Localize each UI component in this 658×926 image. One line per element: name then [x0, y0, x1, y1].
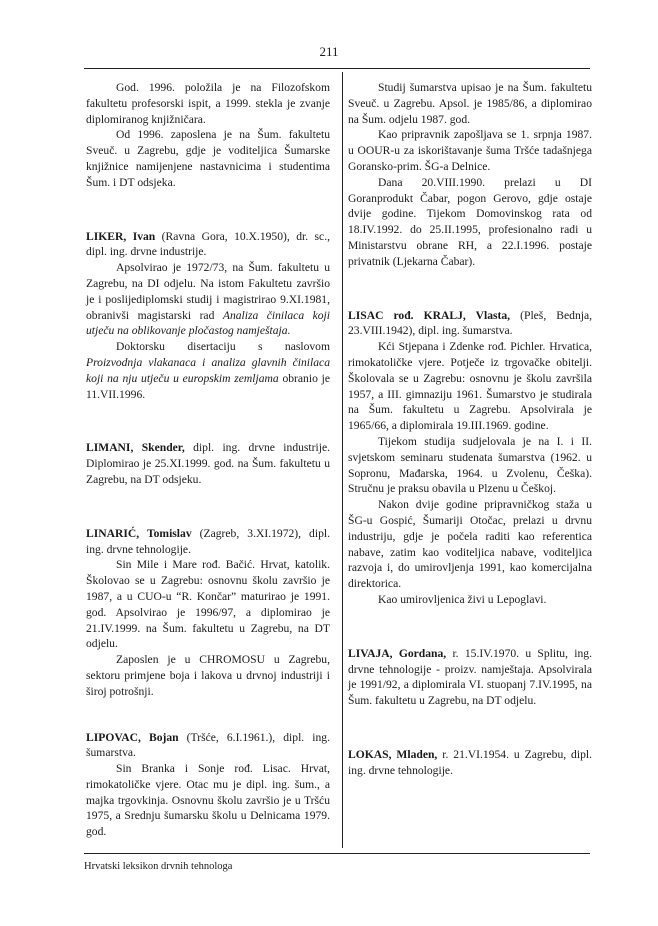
entry-liker — [86, 229, 330, 403]
entry-heading — [86, 526, 330, 558]
top-rule — [84, 68, 590, 69]
entry-intro: dipl. ing. drvne industrije. Diplomirao je 25.XI.1999. god. na Šum. fakultetu u Zagrebu, na DT odsjeku. — [86, 441, 330, 486]
entry-name: LIPOVAC, Bojan — [86, 730, 179, 744]
bottom-rule — [84, 853, 590, 854]
paragraph: Zaposlen je u CHROMOSU u Zagrebu, sektoru primjene boja i lakova u drvnoj industriji i široj potrošnji. — [86, 653, 330, 698]
running-footer: Hrvatski leksikon drvnih tehnologa — [84, 861, 233, 872]
entry-linaric — [86, 526, 330, 700]
entry-intro: r. 21.VI.1954. u Zagrebu, dipl. ing. drvne tehnologije. — [348, 747, 592, 777]
entry-intro: (Pleš, Bednja, 23.VIII.1942), dipl. ing. šumarstva. — [348, 308, 593, 338]
entry-limani — [86, 440, 330, 487]
entry-heading — [348, 747, 592, 779]
paragraph: Od 1996. zaposlena je na Šum. fakultetu Sveuč. u Zagrebu, gdje je voditeljica Šumarske knjižnice namijenjene nastavnicima i studentima Šum. i DT odsjeka. — [86, 128, 330, 189]
entry-heading — [86, 229, 330, 261]
dissertation-title: Proizvodnja vlakanaca i analiza glavnih činilaca koji na nju utječu u europskim zemljama — [86, 355, 330, 385]
entry-intro: (Zagreb, 3.XI.1972), dipl. ing. drvne tehnologije. — [86, 526, 330, 556]
paragraph: Kći Stjepana i Zdenke rođ. Pichler. Hrvatica, rimokatoličke vjere. Potječe iz trgovačke obitelji. Školovala se u Zagrebu: osnovnu je školu završila 1957, a III. gimnaziju 1961. Šumarstvo je studirala na Šum. fakultetu u Zagrebu. Apsolvirala je 1965/66, a diplomirala 19.III.1969. godine. — [348, 340, 592, 433]
paragraph: Dana 20.VIII.1990. prelazi u DI Goranprodukt Čabar, pogon Gerovo, gdje ostaje dvije godine. Tijekom Domovinskog rata od 18.IV.1992. do 25.II.1995, profesionalno radi u Ministarstvu obrane RH, a 22.I.1996. postaje privatnik (Ljekarna Čabar). — [348, 175, 592, 268]
entry-lipovac — [86, 730, 330, 841]
paragraph — [86, 339, 330, 402]
paragraph: God. 1996. položila je na Filozofskom fakultetu profesorski ispit, a 1999. stekla je zvanje diplomiranog knjižničara. — [86, 81, 330, 126]
entry-heading — [86, 730, 330, 762]
entry-name: LISAC rođ. KRALJ, Vlasta, — [348, 308, 511, 322]
entry-name: LIKER, Ivan — [86, 229, 156, 243]
entry-livaja — [348, 646, 592, 709]
entry-intro: (Tršće, 6.I.1961.), dipl. ing. šumarstva. — [86, 730, 330, 760]
paragraph: Kao umirovljenica živi u Lepoglavi. — [378, 592, 547, 606]
column-divider — [342, 72, 343, 848]
entry-intro: (Ravna Gora, 10.X.1950), dr. sc., dipl. ing. drvne industrije. — [86, 229, 330, 259]
entry-heading — [348, 308, 592, 340]
entry-continuation-right — [348, 80, 592, 270]
entry-name: LINARIĆ, Tomislav — [86, 526, 192, 540]
entry-intro: r. 15.IV.1970. u Splitu, ing. drvne tehnologije - proizv. namještaja. Apsolvirala je 1991/92, a diplomirala VI. stuopanj 7.IV.1995, na Šum. fakultetu u Zagrebu, na DT odjelu. — [348, 646, 592, 708]
left-column — [86, 80, 330, 840]
text: Apsolvirao je 1972/73, na Šum. fakultetu u Zagrebu, na DI odjelu. Na istom Fakultetu završio je i poslijediplomski studij i magistrirao 9.XI.1981, obranivši magistarski rad — [86, 261, 330, 322]
paragraph — [86, 260, 330, 339]
text: obranio je 11.VII.1996. — [86, 371, 330, 401]
paragraph: Studij šumarstva upisao je na Šum. fakultetu Sveuč. u Zagrebu. Apsol. je 1985/86, a diplomirao na Šum. odjelu 1987. god. — [348, 81, 592, 126]
right-column — [348, 80, 592, 778]
entry-heading — [348, 646, 592, 709]
thesis-title: Analiza činilaca koji utječu na oblikovanje pločastog namještaja. — [86, 308, 330, 338]
entry-continuation-left — [86, 80, 330, 191]
entry-name: LIVAJA, Gordana, — [348, 646, 447, 660]
text: Doktorsku disertaciju s naslovom — [116, 340, 330, 354]
paragraph: Nakon dvije godine pripravničkog staža u ŠG-u Gospić, Šumariji Otočac, prelazi u drvnu industriju, gdje je počela raditi kao referentica nabave, zatim kao voditeljica nabave, voditeljica razvoja i, do umirovljenja 1991, kao komercijalna direktorica. — [348, 498, 592, 591]
entry-heading — [86, 440, 330, 487]
paragraph: Tijekom studija sudjelovala je na I. i II. svjetskom seminaru studenata šumarstva (1962. u Sopronu, Mađarska, 1964. u Zvolenu, Češka). Stručnu je praksu obavila u Plzenu u Češkoj. — [348, 434, 592, 496]
entry-lokas — [348, 747, 592, 779]
page-number: 211 — [319, 44, 339, 59]
paragraph: Kao pripravnik zapošljava se 1. srpnja 1987. u OOUR-u za iskorištavanje šuma Tršće tadašnjega Goransko-prim. ŠG-a Delnice. — [348, 128, 592, 173]
paragraph: Sin Branka i Sonje rođ. Lisac. Hrvat, rimokatoličke vjere. Otac mu je dipl. ing. šum., a majka trgovkinja. Osnovnu školu završio je u Tršću 1975, a Srednju šumarsku školu u Delnicama 1979. god. — [86, 762, 330, 839]
entry-name: LIMANI, Skender, — [86, 441, 185, 455]
entry-lisac — [348, 308, 592, 608]
entry-name: LOKAS, Mladen, — [348, 747, 438, 761]
paragraph: Sin Mile i Mare rođ. Bačić. Hrvat, katolik. Školovao se u Zagrebu: osnovnu školu završio je 1987, a u CUO-u “R. Končar” maturirao je 1991. god. Apsolvirao je 1996/97, a diplomirao je 21.IV.1999. na Šum. fakultetu u Zagrebu, na DT odjelu. — [86, 558, 330, 651]
